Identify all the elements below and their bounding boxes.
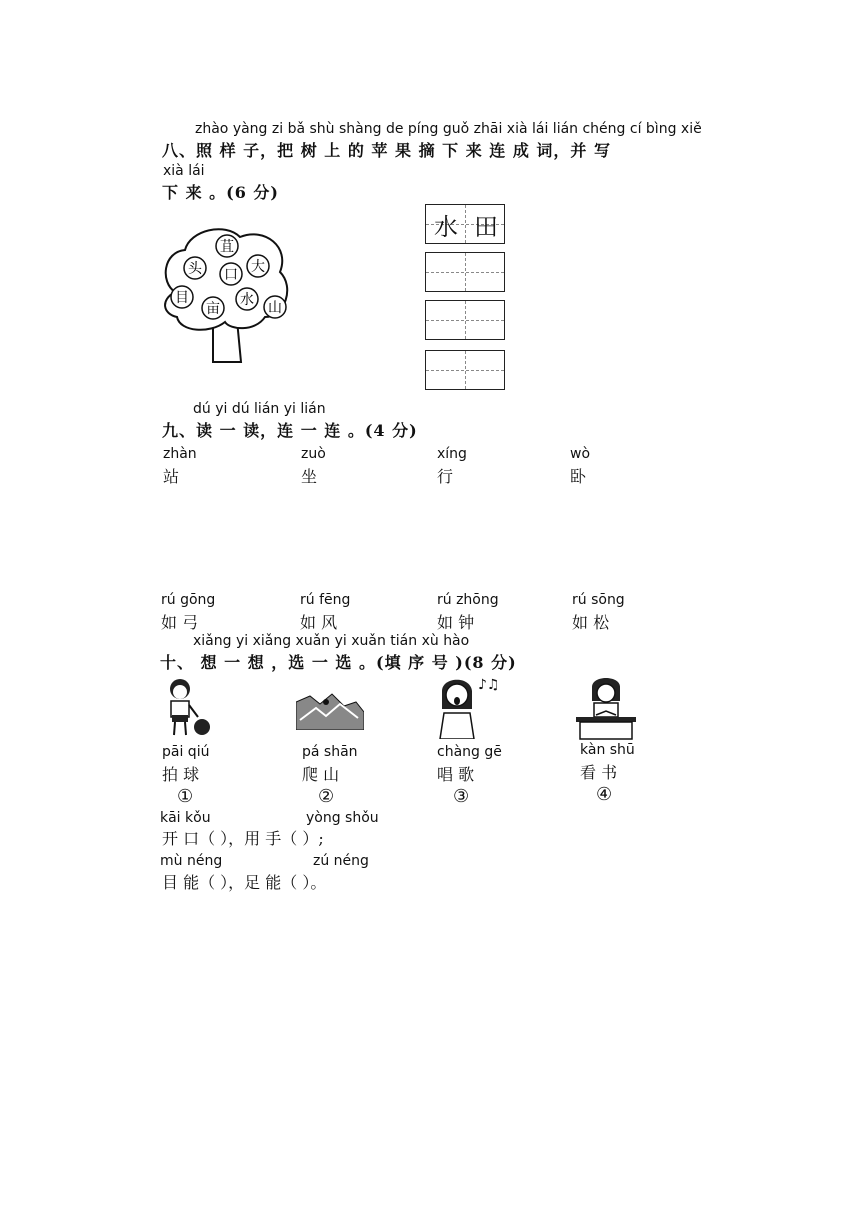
- activity-item: [580, 742, 635, 783]
- word-pinyin: wò: [570, 446, 591, 462]
- mountain-climbing-illustration: [296, 690, 364, 730]
- q10-title: 十、 想 一 想 ，选 一 选 。(填 序 号 )(8 分): [160, 653, 517, 672]
- svg-text:♪♫: ♪♫: [478, 677, 500, 693]
- word-pinyin: xíng: [437, 446, 467, 462]
- word-pinyin: rú zhōng: [437, 592, 499, 608]
- q9-word-bottom[interactable]: [161, 592, 215, 633]
- activity-pinyin: chàng gē: [437, 744, 502, 760]
- q9-word-bottom[interactable]: [572, 592, 625, 633]
- activity-hanzi: 拍 球: [162, 765, 200, 784]
- writing-grid[interactable]: [425, 252, 505, 292]
- apple-char: 大: [251, 259, 265, 275]
- fill-line1-pinyin-b: yòng shǒu: [306, 810, 379, 826]
- q8-title-line2: 下 来 。(6 分): [162, 183, 279, 202]
- word-hanzi: 如 弓: [161, 613, 199, 632]
- q9-word-bottom[interactable]: [300, 592, 350, 633]
- activity-hanzi: 爬 山: [302, 765, 340, 784]
- word-hanzi: 卧: [570, 467, 587, 486]
- word-hanzi: 如 钟: [437, 613, 475, 632]
- activity-hanzi: 唱 歌: [437, 765, 475, 784]
- word-pinyin: rú sōng: [572, 592, 625, 608]
- apple-char: 亩: [206, 301, 220, 317]
- activity-item: [437, 744, 502, 785]
- q9-title: 九、读 一 读，连 一 连 。(4 分): [162, 421, 418, 440]
- q9-word-top[interactable]: [437, 446, 467, 487]
- q9-pinyin-title: dú yi dú lián yi lián: [193, 401, 326, 417]
- option-number: ③: [453, 786, 470, 807]
- fill-line2-pinyin-b: zú néng: [313, 853, 369, 869]
- word-pinyin: zhàn: [163, 446, 197, 462]
- fill-line1[interactable]: 开 口（ ），用 手（ ）;: [162, 829, 324, 848]
- q8-title-line1: 八、照 样 子，把 树 上 的 苹 果 摘 下 来 连 成 词，并 写: [162, 141, 611, 160]
- girl-singing-illustration: [432, 673, 502, 739]
- word-pinyin: rú gōng: [161, 592, 216, 608]
- option-number: ④: [596, 784, 613, 805]
- apple-char: 山: [268, 300, 282, 316]
- boy-bouncing-ball-illustration: [160, 677, 212, 739]
- activity-hanzi: 看 书: [580, 763, 618, 782]
- q8-pinyin-line1: zhào yàng zi bǎ shù shàng de píng guǒ zhāi xià lái lián chéng cí bìng xiě: [195, 121, 702, 137]
- grid-char: 水: [434, 213, 458, 241]
- option-number: ②: [318, 786, 335, 807]
- q10-pinyin-title: xiǎng yi xiǎng xuǎn yi xuǎn tián xù hào: [193, 633, 470, 649]
- activity-item: [162, 744, 209, 785]
- q9-word-bottom[interactable]: [437, 592, 499, 633]
- fill-line1-pinyin-a: kāi kǒu: [160, 810, 211, 826]
- activity-pinyin: kàn shū: [580, 742, 635, 758]
- word-hanzi: 如 松: [572, 613, 610, 632]
- word-pinyin: zuò: [301, 446, 326, 462]
- option-number: ①: [177, 786, 194, 807]
- apple-char: 口: [224, 267, 238, 283]
- activity-pinyin: pāi qiú: [162, 744, 210, 760]
- writing-grid[interactable]: [425, 350, 505, 390]
- apple-char: 水: [240, 292, 254, 308]
- fill-line2[interactable]: 目 能（ ），足 能（ ）。: [162, 873, 327, 892]
- apple-tree-illustration: [155, 222, 295, 370]
- q9-word-top[interactable]: [163, 446, 197, 487]
- word-hanzi: 行: [437, 467, 454, 486]
- word-hanzi: 如 风: [300, 613, 338, 632]
- apple-char: 头: [188, 261, 202, 277]
- apple-char: 苴: [220, 239, 234, 255]
- q9-word-top[interactable]: [301, 446, 326, 487]
- q9-word-top[interactable]: [570, 446, 590, 487]
- word-hanzi: 坐: [301, 467, 318, 486]
- word-pinyin: rú fēng: [300, 592, 351, 608]
- writing-grid[interactable]: [425, 300, 505, 340]
- activity-item: [302, 744, 358, 785]
- q8-pinyin-line2: xià lái: [163, 163, 205, 179]
- activity-pinyin: pá shān: [302, 744, 358, 760]
- writing-grid-example: [425, 204, 505, 244]
- fill-line2-pinyin-a: mù néng: [160, 853, 223, 869]
- apple-char: 目: [175, 290, 189, 306]
- grid-char: 田: [474, 213, 498, 241]
- word-hanzi: 站: [163, 467, 180, 486]
- child-reading-book-illustration: [574, 675, 638, 741]
